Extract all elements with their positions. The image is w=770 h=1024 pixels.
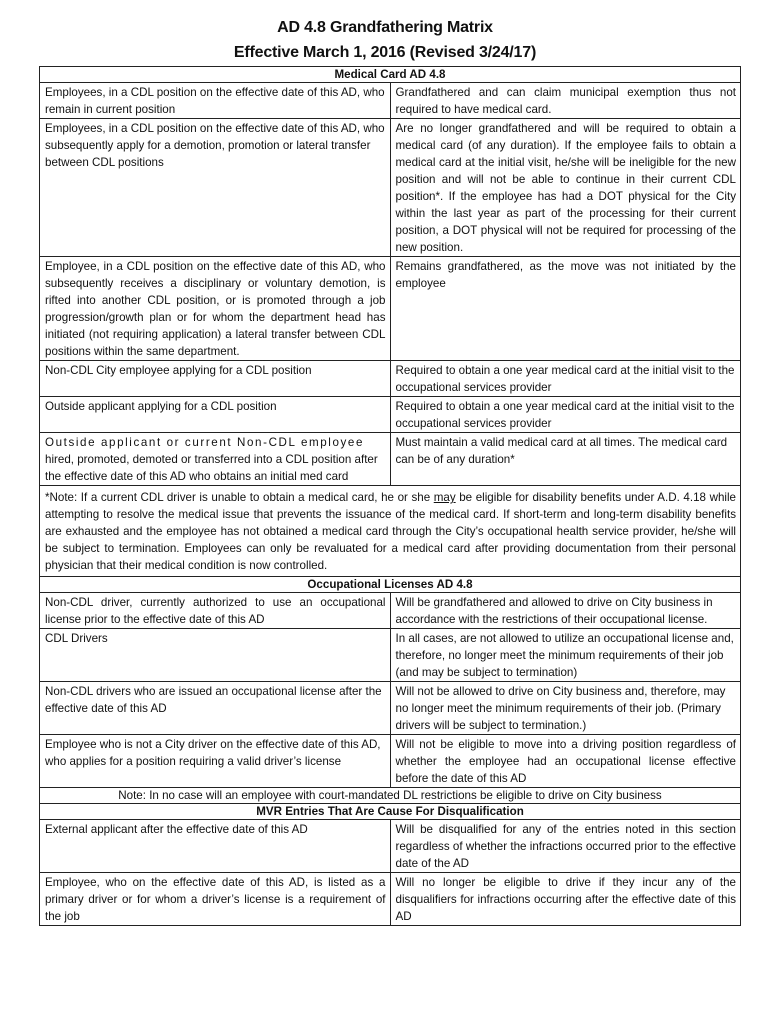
section-header-row	[40, 577, 741, 593]
note-row	[40, 788, 741, 804]
outcome-cell: Remains grandfathered, as the move was not initiated by the employee	[390, 257, 741, 361]
condition-cell: CDL Drivers	[40, 629, 391, 682]
condition-cell: Employees, in a CDL position on the effective date of this AD, who subsequently apply for a demotion, promotion or lateral transfer between CDL positions	[40, 119, 391, 257]
outcome-cell: Required to obtain a one year medical card at the initial visit to the occupational services provider	[390, 397, 741, 433]
outcome-cell: Will not be eligible to move into a driving position regardless of whether the employee had an occupational license effective before the date of this AD	[390, 735, 741, 788]
table-row	[40, 820, 741, 873]
outcome-cell: Will no longer be eligible to drive if they incur any of the disqualifiers for infractions occurring after the effective date of this AD	[390, 873, 741, 926]
condition-cell: Employee, in a CDL position on the effective date of this AD, who subsequently receives a disciplinary or voluntary demotion, is rifted into another CDL position, or is promoted through a job progression/growth plan or for whom the department head has initiated (not requiring application) a lateral transfer between CDL positions within the same department.	[40, 257, 391, 361]
outcome-cell: Required to obtain a one year medical card at the initial visit to the occupational services provider	[390, 361, 741, 397]
section-header-row	[40, 804, 741, 820]
condition-cell: External applicant after the effective date of this AD	[40, 820, 391, 873]
table-row	[40, 257, 741, 361]
condition-cell: Non-CDL drivers who are issued an occupational license after the effective date of this AD	[40, 682, 391, 735]
table-row	[40, 629, 741, 682]
outcome-cell: Are no longer grandfathered and will be required to obtain a medical card (of any duration). If the employee fails to obtain a medical card at the initial visit, he/she will be ineligible for the new position and will not be able to continue in their current CDL position*. If the employee has had a DOT physical for the City within the last year as part of the processing for their current position, a DOT physical will not be required for processing of the new position.	[390, 119, 741, 257]
document-title: AD 4.8 Grandfathering Matrix	[277, 19, 493, 36]
grandfathering-matrix-table	[39, 66, 741, 926]
outcome-cell: Will not be allowed to drive on City business and, therefore, may no longer meet the minimum requirements of their job. (Primary drivers will be subject to termination.)	[390, 682, 741, 735]
condition-cell: Outside applicant applying for a CDL position	[40, 397, 391, 433]
note-text-end: be eligible for disability benefits under A.D. 4.18 while attempting to resolve the medical issue that prevents the issuance of the medical card. If short-term and long-term disability benefits are exhausted and the employee has not obtained a medical card through the City’s occupational health service provider, he/she will be subject to termination. Employees can only be revaluated for a medical card after providing documentation from their personal physician that their medical condition is now controlled.	[45, 491, 736, 572]
outcome-cell: Grandfathered and can claim municipal exemption thus not required to have medical card.	[390, 83, 741, 119]
condition-cell: Non-CDL City employee applying for a CDL position	[40, 361, 391, 397]
condition-cell: Non-CDL driver, currently authorized to use an occupational license prior to the effective date of this AD	[40, 593, 391, 629]
outcome-cell: In all cases, are not allowed to utilize an occupational license and, therefore, no longer meet the minimum requirements of their job (and may be subject to termination)	[390, 629, 741, 682]
condition-cell: Employee, who on the effective date of this AD, is listed as a primary driver or for whom a driver’s license is a requirement of the job	[40, 873, 391, 926]
occupational-licenses-heading: Occupational Licenses AD 4.8	[40, 577, 741, 593]
condition-cell: Employees, in a CDL position on the effective date of this AD, who remain in current position	[40, 83, 391, 119]
section-header-row	[40, 67, 741, 83]
table-row	[40, 397, 741, 433]
condition-rest-text: hired, promoted, demoted or transferred into a CDL position after the effective date of this AD who obtains an initial med card	[45, 453, 378, 483]
table-row	[40, 83, 741, 119]
medical-card-heading: Medical Card AD 4.8	[40, 67, 741, 83]
table-row	[40, 119, 741, 257]
table-row	[40, 735, 741, 788]
condition-cell	[40, 433, 391, 486]
outcome-cell: Will be disqualified for any of the entries noted in this section regardless of whether the infractions occurred prior to the effective date of the AD	[390, 820, 741, 873]
occupational-note: Note: In no case will an employee with court-mandated DL restrictions be eligible to drive on City business	[40, 788, 741, 804]
outcome-cell: Must maintain a valid medical card at all times. The medical card can be of any duration*	[390, 433, 741, 486]
note-underlined-word: may	[433, 491, 456, 504]
table-row	[40, 433, 741, 486]
table-row	[40, 593, 741, 629]
table-row	[40, 361, 741, 397]
table-row	[40, 873, 741, 926]
note-row	[40, 486, 741, 577]
table-row	[40, 682, 741, 735]
outcome-cell: Will be grandfathered and allowed to drive on City business in accordance with the restrictions of their occupational license.	[390, 593, 741, 629]
condition-lead-text: Outside applicant or current Non-CDL employee	[45, 436, 365, 449]
medical-note	[40, 486, 741, 577]
condition-cell: Employee who is not a City driver on the effective date of this AD, who applies for a position requiring a valid driver’s license	[40, 735, 391, 788]
document-subtitle: Effective March 1, 2016 (Revised 3/24/17)	[233, 44, 537, 61]
mvr-heading: MVR Entries That Are Cause For Disqualification	[40, 804, 741, 820]
note-text-start: *Note: If a current CDL driver is unable to obtain a medical card, he or she	[45, 491, 434, 504]
